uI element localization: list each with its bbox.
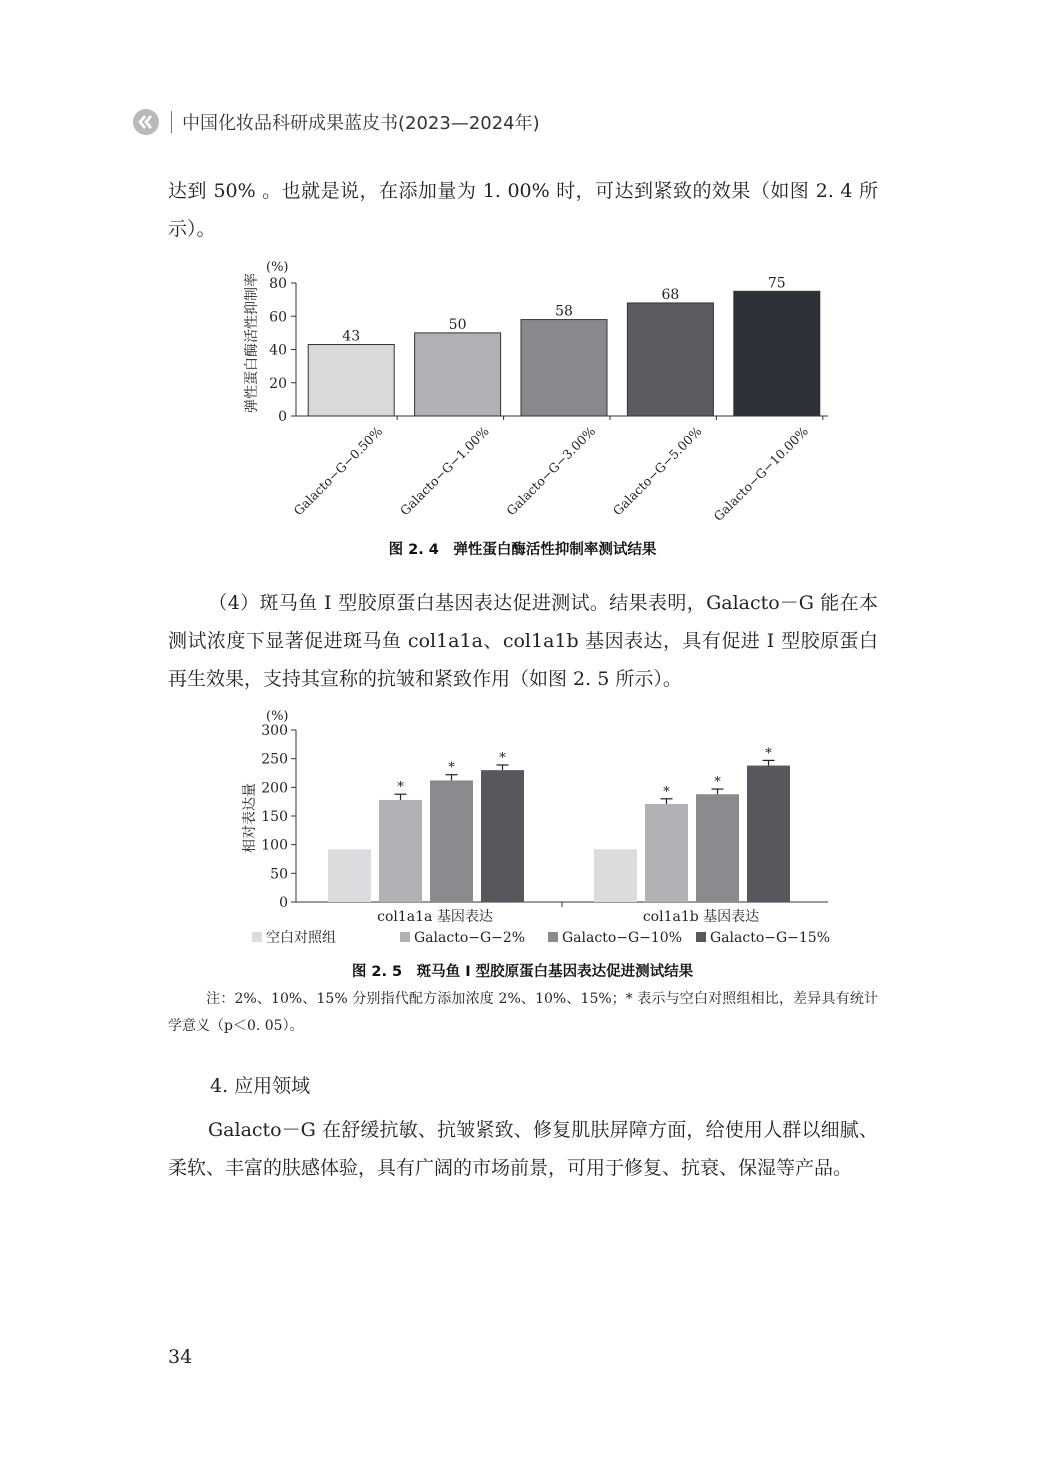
bar [747, 766, 790, 902]
x-tick-label: Galacto−G−5.00% [609, 423, 705, 519]
header-divider [171, 111, 172, 133]
bar [734, 291, 820, 416]
significance-marker: * [499, 750, 506, 766]
data-label: 75 [767, 275, 786, 292]
bar [696, 794, 739, 902]
group-label: col1a1a 基因表达 [377, 909, 493, 925]
y-axis-title: 相对表达量 [242, 783, 258, 853]
y-tick-label: 60 [269, 309, 287, 326]
figure-2-4-bar-chart [230, 250, 850, 530]
page-number: 34 [168, 1346, 193, 1368]
data-label: 50 [448, 316, 467, 333]
paragraph-2 [168, 584, 878, 698]
paragraph-3-text: Galacto－G 在舒缓抗敏、抗皱紧致、修复肌肤屏障方面，给使用人群以细腻、柔软、丰富的肤感体验，具有广阔的市场前景，可用于修复、抗衰、保湿等产品。 [168, 1119, 878, 1179]
y-tick-label: 0 [278, 409, 287, 425]
x-tick-label: Galacto−G−1.00% [396, 423, 492, 519]
bar [328, 849, 371, 902]
double-chevron-left-icon [133, 109, 159, 135]
legend-label: 空白对照组 [266, 930, 336, 946]
legend-swatch [252, 932, 262, 942]
group-label: col1a1b 基因表达 [642, 909, 760, 925]
data-label: 58 [555, 303, 573, 320]
paragraph-3 [168, 1111, 878, 1187]
y-tick-label: 200 [261, 780, 288, 797]
bar [521, 320, 607, 416]
bar [379, 800, 422, 902]
figure-2-5-note-text: 注：2%、10%、15% 分别指代配方添加浓度 2%、10%、15%；* 表示与空白对照组相比，差异具有统计学意义（p＜0. 05）。 [168, 991, 878, 1034]
figure-2-4-caption: 图 2. 4 弹性蛋白酶活性抑制率测试结果 [388, 542, 657, 558]
significance-marker: * [714, 775, 721, 791]
y-axis-title: 弹性蛋白酶活性抑制率 [244, 273, 260, 413]
paragraph-2-text: （4）斑马鱼 Ⅰ 型胶原蛋白基因表达促进测试。结果表明，Galacto－G 能在本测试浓度下显著促进斑马鱼 col1a1a、col1a1b 基因表达，具有促进 Ⅰ 型胶原蛋白再生效果，支持其宣称的抗皱和紧致作用（如图 2. 5 所示）。 [168, 592, 878, 690]
bar [430, 780, 473, 902]
y-tick-label: 100 [261, 837, 288, 854]
data-label: 68 [661, 286, 680, 303]
significance-marker: * [397, 780, 404, 796]
significance-marker: * [448, 760, 455, 776]
y-tick-label: 250 [261, 751, 288, 768]
y-tick-label: 80 [269, 276, 287, 292]
x-tick-label: Galacto−G−10.00% [710, 423, 811, 524]
legend-label: Galacto−G−15% [710, 930, 831, 946]
section-heading: 4. 应用领域 [210, 1075, 311, 1097]
paragraph-1: 达到 50% 。也就是说，在添加量为 1. 00% 时，可达到紧致的效果（如图 2. 4 所示）。 [168, 180, 878, 240]
y-tick-label: 300 [261, 723, 288, 739]
bar [481, 770, 524, 902]
y-tick-label: 20 [269, 375, 287, 392]
legend-swatch [548, 932, 558, 942]
legend-label: Galacto−G−2% [414, 930, 526, 946]
legend-swatch [696, 932, 706, 942]
y-tick-label: 150 [261, 809, 288, 825]
running-header [133, 107, 540, 137]
bar [415, 333, 501, 416]
bar [627, 303, 713, 416]
x-tick-label: Galacto−G−0.50% [290, 423, 386, 519]
y-axis-unit: (%) [266, 709, 289, 724]
y-tick-label: 40 [269, 342, 287, 359]
bar [594, 849, 637, 902]
significance-marker: * [765, 746, 772, 762]
data-label: 43 [342, 328, 361, 345]
figure-2-5-bar-chart [230, 700, 850, 952]
legend-swatch [400, 932, 410, 942]
y-tick-label: 50 [270, 866, 288, 883]
figure-2-5-note [168, 986, 878, 1040]
y-axis-unit: (%) [266, 260, 289, 275]
y-tick-label: 0 [279, 895, 288, 911]
x-tick-label: Galacto−G−3.00% [503, 423, 599, 519]
book-title: 中国化妆品科研成果蓝皮书(2023—2024年) [182, 113, 540, 134]
legend-label: Galacto−G−10% [562, 930, 683, 946]
bar [308, 345, 394, 416]
figure-2-5-caption: 图 2. 5 斑马鱼 Ⅰ 型胶原蛋白基因表达促进测试结果 [351, 964, 694, 980]
significance-marker: * [663, 784, 670, 800]
bar [645, 804, 688, 902]
